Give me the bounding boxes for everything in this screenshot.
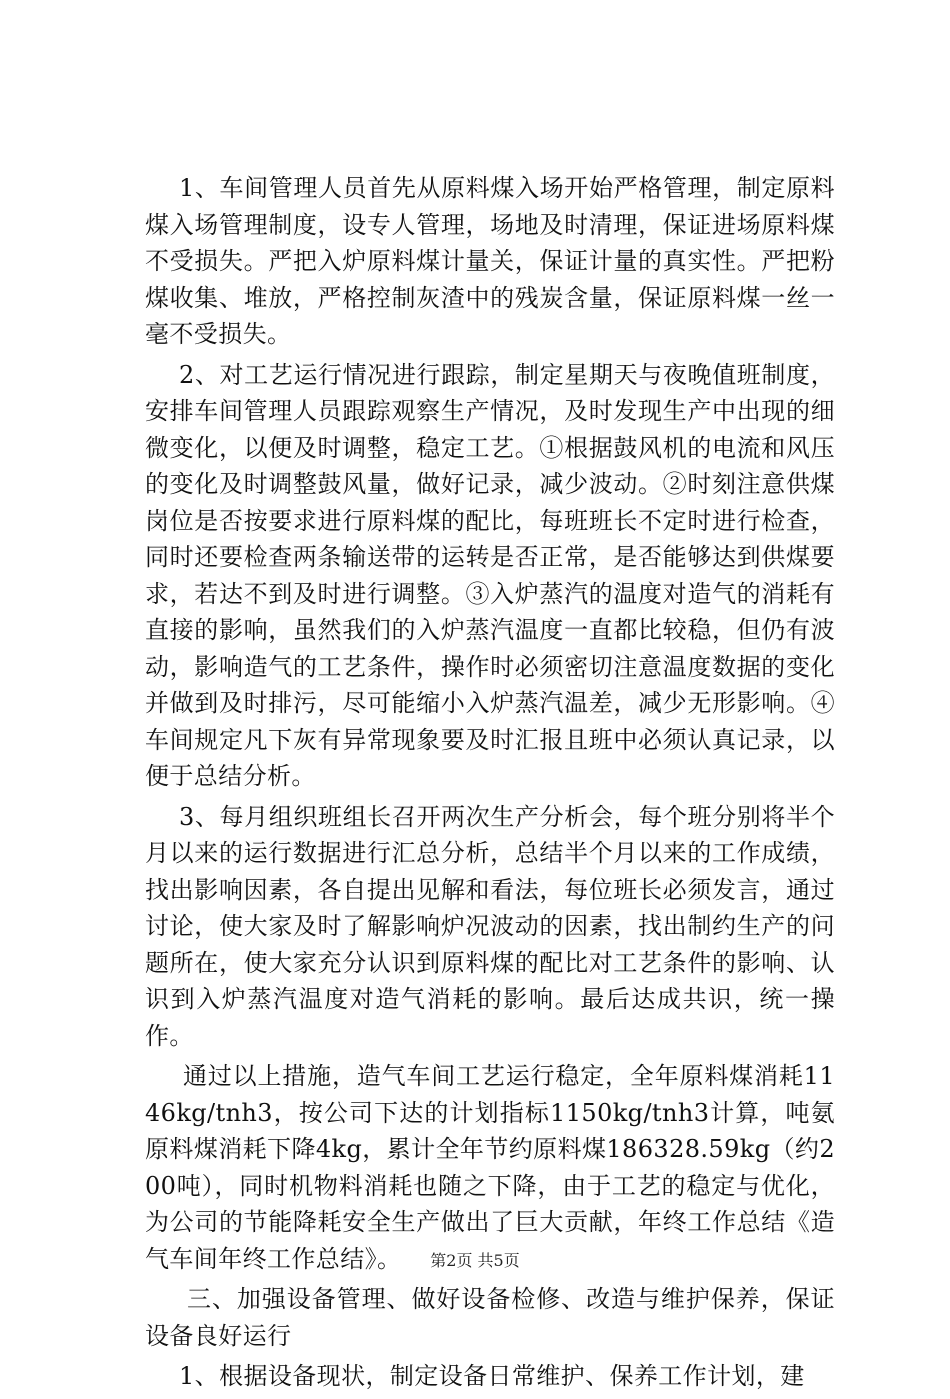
document-body xyxy=(145,170,835,1399)
paragraph-results-summary: 通过以上措施，造气车间工艺运行稳定，全年原料煤消耗1146kg/tnh3，按公司下达的计划指标1150kg/tnh3计算，吨氨原料煤消耗下降4kg，累计全年节约原料煤186328.59kg（约200吨），同时机物料消耗也随之下降，由于工艺的稳定与优化，为公司的节能降耗安全生产做出了巨大贡献，年终工作总结《造气车间年终工作总结》。 xyxy=(145,1062,835,1273)
section-heading-equipment-management: 三、加强设备管理、做好设备检修、改造与维护保养，保证设备良好运行 xyxy=(145,1285,835,1350)
paragraph-coal-intake-management: 1、车间管理人员首先从原料煤入场开始严格管理，制定原料煤入场管理制度，设专人管理，场地及时清理，保证进场原料煤不受损失。严把入炉原料煤计量关，保证计量的真实性。严把粉煤收集、堆放，严格控制灰渣中的残炭含量，保证原料煤一丝一毫不受损失。 xyxy=(145,174,835,348)
paragraph-process-tracking: 2、对工艺运行情况进行跟踪，制定星期天与夜晚值班制度，安排车间管理人员跟踪观察生产情况，及时发现生产中出现的细微变化，以便及时调整，稳定工艺。①根据鼓风机的电流和风压的变化及时调整鼓风量，做好记录，减少波动。②时刻注意供煤岗位是否按要求进行原料煤的配比，每班班长不定时进行检查，同时还要检查两条输送带的运转是否正常，是否能够达到供煤要求，若达不到及时进行调整。③入炉蒸汽的温度对造气的消耗有直接的影响，虽然我们的入炉蒸汽温度一直都比较稳，但仍有波动，影响造气的工艺条件，操作时必须密切注意温度数据的变化并做到及时排污，尽可能缩小入炉蒸汽温差，减少无形影响。④车间规定凡下灰有异常现象要及时汇报且班中必须认真记录，以便于总结分析。 xyxy=(145,360,835,790)
page-number-footer: 第2页 共5页 xyxy=(430,1251,520,1270)
paragraph-maintenance-plan: 1、根据设备现状，制定设备日常维护、保养工作计划，建 xyxy=(179,1362,805,1390)
paragraph-monthly-analysis-meeting: 3、每月组织班组长召开两次生产分析会，每个班分别将半个月以来的运行数据进行汇总分析，总结半个月以来的工作成绩，找出影响因素，各自提出见解和看法，每位班长必须发言，通过讨论，使大家及时了解影响炉况波动的因素，找出制约生产的问题所在，使大家充分认识到原料煤的配比对工艺条件的影响、认识到入炉蒸汽温度对造气消耗的影响。最后达成共识，统一操作。 xyxy=(145,802,835,1050)
